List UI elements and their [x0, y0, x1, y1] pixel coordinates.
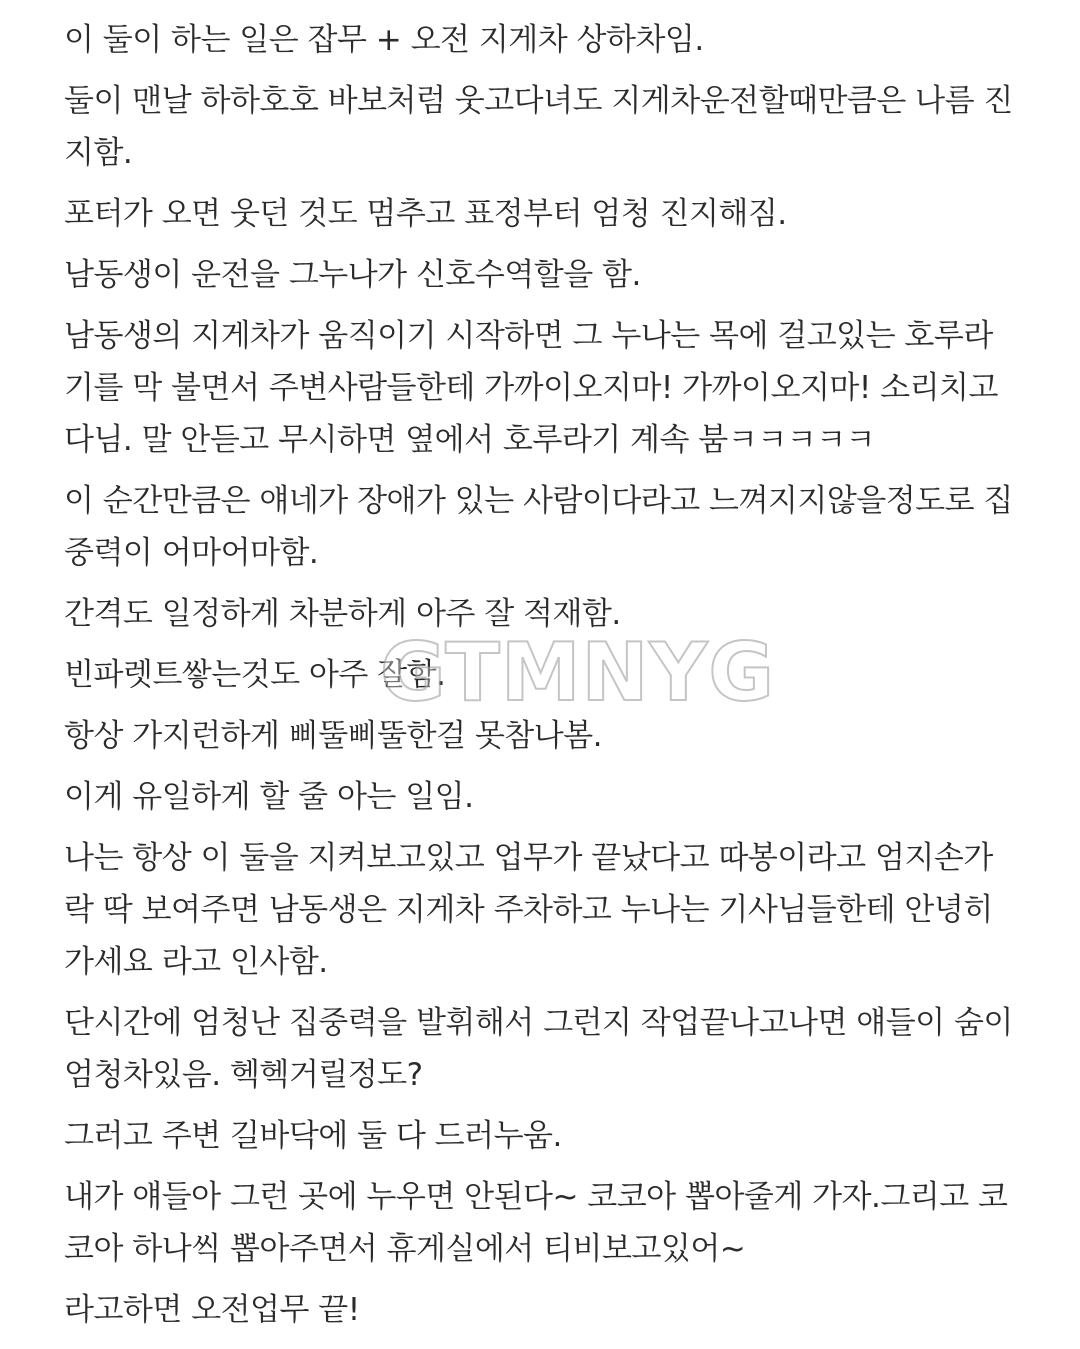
text-line: 빈파렛트쌓는것도 아주 잘함. [64, 657, 446, 693]
paragraph [64, 310, 1024, 466]
text-line: 둘이 맨날 하하호호 바보처럼 웃고다녀도 지게차운전할때만큼은 나름 진 [64, 83, 1013, 119]
paragraph [64, 832, 1024, 988]
text-line: 남동생의 지게차가 움직이기 시작하면 그 누나는 목에 걸고있는 호루라 [64, 318, 993, 354]
text-line: 내가 얘들아 그런 곳에 누우면 안된다~ 코코아 뽑아줄게 가자.그리고 코 [64, 1179, 1008, 1215]
text-line: 항상 가지런하게 삐뚤삐뚤한걸 못참나봄. [64, 718, 602, 754]
paragraph [64, 710, 1024, 762]
text-line: 코아 하나씩 뽑아주면서 휴게실에서 티비보고있어~ [64, 1231, 746, 1267]
text-line: 기를 막 불면서 주변사람들한테 가까이오지마! 가까이오지마! 소리치고 [64, 370, 998, 406]
text-line: 라고하면 오전업무 끝! [64, 1292, 360, 1328]
paragraph [64, 249, 1024, 301]
text-line: 남동생이 운전을 그누나가 신호수역할을 함. [64, 257, 641, 293]
text-line: 이 둘이 하는 일은 잡무 + 오전 지게차 상하차임. [64, 22, 704, 58]
text-line: 단시간에 엄청난 집중력을 발휘해서 그런지 작업끝나고나면 얘들이 숨이 [64, 1005, 1013, 1041]
text-line: 나는 항상 이 둘을 지켜보고있고 업무가 끝났다고 따봉이라고 엄지손가 [64, 840, 993, 876]
text-line: 락 딱 보여주면 남동생은 지게차 주차하고 누나는 기사님들한테 안녕히 [64, 892, 993, 928]
text-line: 이게 유일하게 할 줄 아는 일임. [64, 779, 474, 815]
paragraph [64, 649, 1024, 701]
text-line: 포터가 오면 웃던 것도 멈추고 표정부터 엄청 진지해짐. [64, 196, 787, 232]
paragraph [64, 475, 1024, 579]
paragraph [64, 188, 1024, 240]
paragraph [64, 14, 1024, 66]
paragraph [64, 997, 1024, 1101]
text-line: 다님. 말 안듣고 무시하면 옆에서 호루라기 계속 붐ㅋㅋㅋㅋㅋ [64, 422, 875, 458]
paragraph [64, 75, 1024, 179]
text-line: 가세요 라고 인사함. [64, 944, 328, 980]
text-line: 그러고 주변 길바닥에 둘 다 드러누움. [64, 1118, 562, 1154]
text-line: 엄청차있음. 헥헥거릴정도? [64, 1057, 423, 1093]
post-body [64, 14, 1024, 1345]
paragraph [64, 1110, 1024, 1162]
text-line: 간격도 일정하게 차분하게 아주 잘 적재함. [64, 596, 621, 632]
text-line: 이 순간만큼은 얘네가 장애가 있는 사람이다라고 느껴지지않을정도로 집 [64, 483, 1013, 519]
text-line: 지함. [64, 135, 133, 171]
paragraph [64, 1284, 1024, 1336]
paragraph [64, 771, 1024, 823]
text-line: 중력이 어마어마함. [64, 535, 319, 571]
watermark: GTMNYG [380, 626, 775, 719]
paragraph [64, 1171, 1024, 1275]
paragraph [64, 588, 1024, 640]
